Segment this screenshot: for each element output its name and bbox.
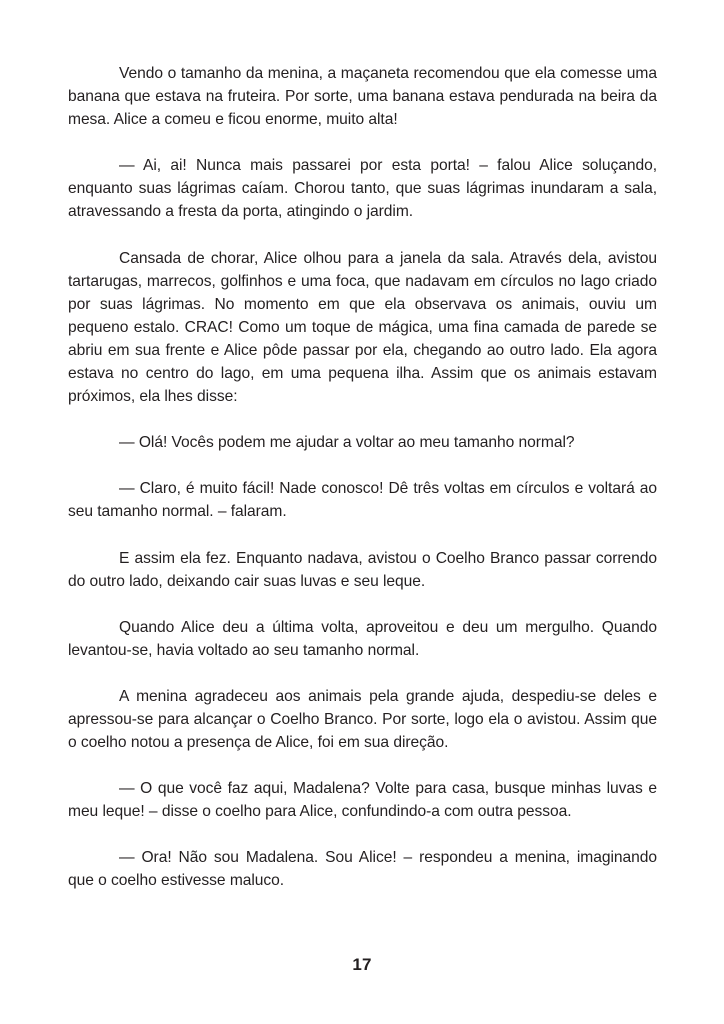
paragraph: A menina agradeceu aos animais pela grande ajuda, despediu-se deles e apressou-se para alcançar o Coelho Branco. Por sorte, logo ela o avistou. Assim que o coelho notou a presença de Alice, foi em sua direção.: [68, 687, 657, 752]
paragraph: — Ai, ai! Nunca mais passarei por esta porta! – falou Alice soluçando, enquanto suas lágrimas caíam. Chorou tanto, que suas lágrimas inundaram a sala, atravessando a fresta da porta, atingindo o jardim.: [68, 157, 657, 221]
paragraph: Vendo o tamanho da menina, a maçaneta recomendou que ela comesse uma banana que estava na fruteira. Por sorte, uma banana estava pendurada na beira da mesa. Alice a comeu e ficou enorme, muito alta!: [68, 65, 657, 129]
paragraph: Cansada de chorar, Alice olhou para a janela da sala. Através dela, avistou tartarugas, marrecos, golfinhos e uma foca, que nadavam em círculos no lago criado por suas lágrimas. No momento em que ela observava os animais, ouviu um pequeno estalo. CRAC! Como um toque de mágica, uma fina camada de parede se abriu em sua frente e Alice pôde passar por ela, chegando ao outro lado. Ela agora estava no centro do lago, em uma pequena ilha. Assim que os animais estavam próximos, ela lhes disse:: [68, 249, 657, 406]
paragraph: — Claro, é muito fácil! Nade conosco! Dê três voltas em círculos e voltará ao seu tamanho normal. – falaram.: [68, 480, 657, 521]
paragraph: — Ora! Não sou Madalena. Sou Alice! – respondeu a menina, imaginando que o coelho estivesse maluco.: [68, 849, 657, 890]
paragraph: — O que você faz aqui, Madalena? Volte para casa, busque minhas luvas e meu leque! – disse o coelho para Alice, confundindo-a com outra pessoa.: [68, 780, 657, 821]
paragraph: E assim ela fez. Enquanto nadava, avistou o Coelho Branco passar correndo do outro lado, deixando cair suas luvas e seu leque.: [68, 549, 657, 590]
paragraph: — Olá! Vocês podem me ajudar a voltar ao meu tamanho normal?: [119, 434, 575, 452]
page-number: 17: [352, 955, 372, 974]
body-text-block: [68, 62, 657, 893]
paragraph: Quando Alice deu a última volta, aproveitou e deu um mergulho. Quando levantou-se, havia voltado ao seu tamanho normal.: [68, 618, 657, 659]
